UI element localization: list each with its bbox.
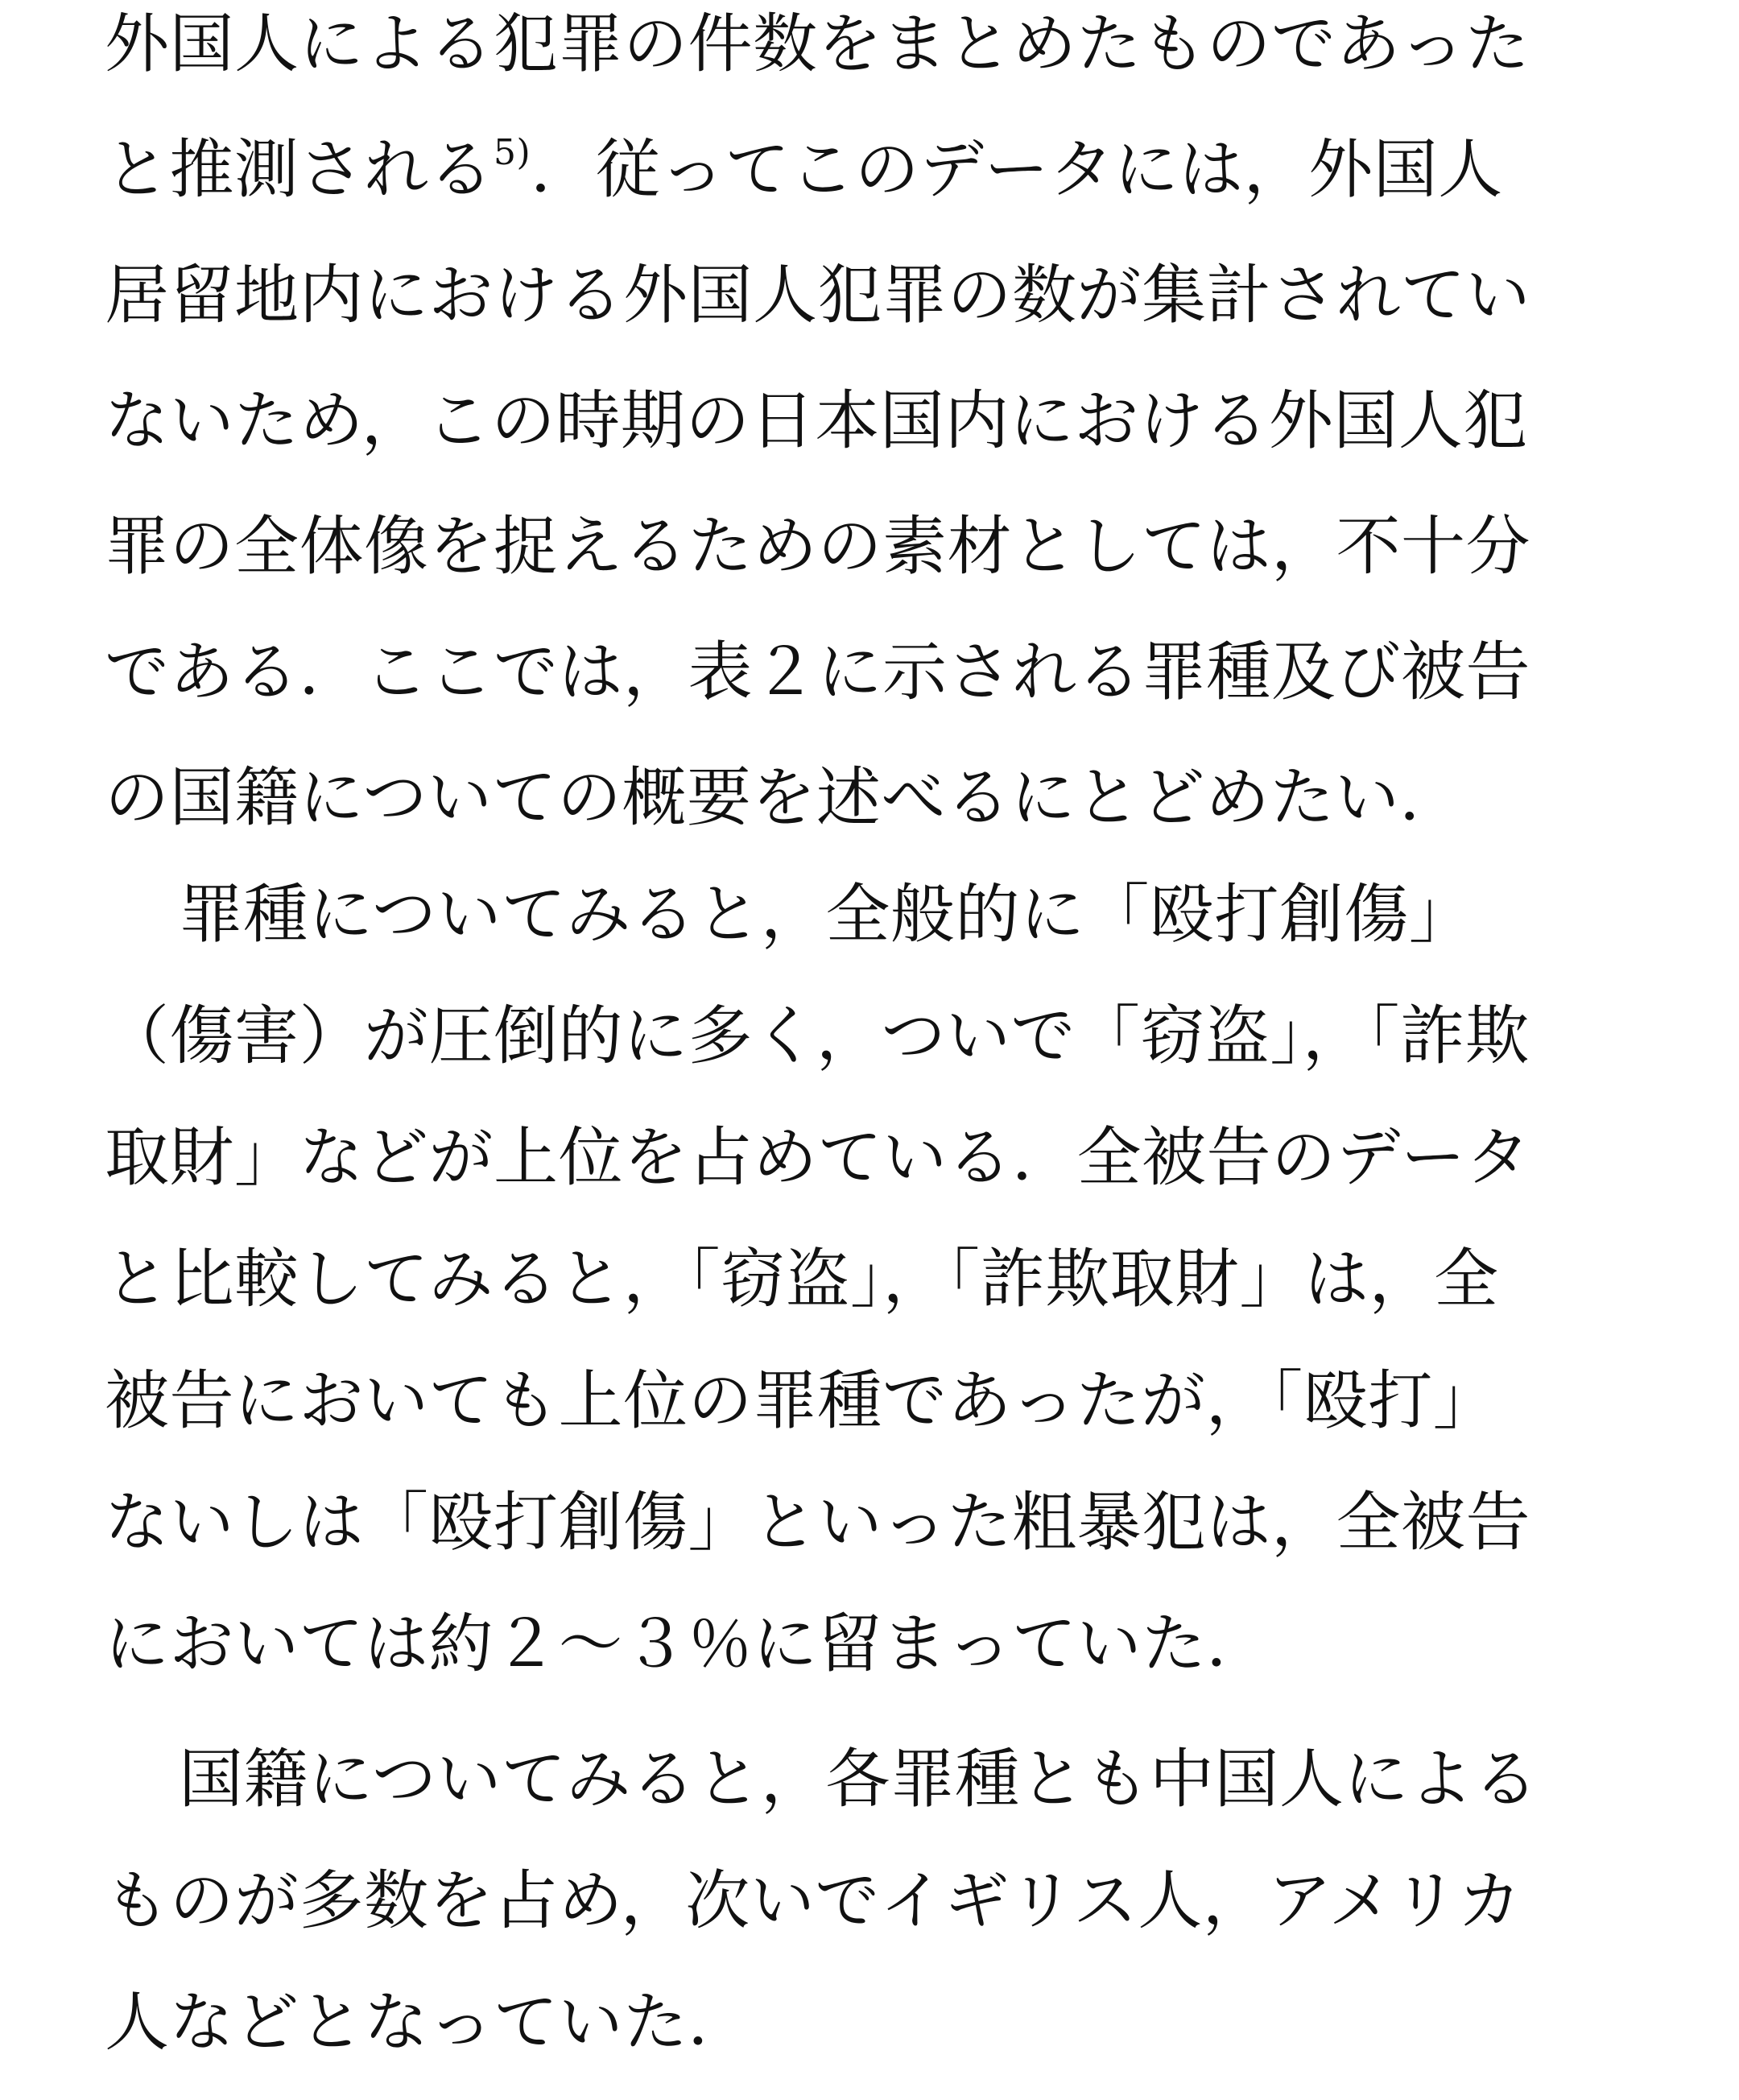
line-text: である．ここでは，表２に示される罪種及び被告 xyxy=(105,635,1530,709)
line-text: 取財」などが上位を占めている．全被告のデータ xyxy=(105,1120,1530,1195)
text-line xyxy=(105,976,1530,1097)
line-text: においては約２～３％に留まっていた． xyxy=(105,1606,1271,1681)
text-line xyxy=(105,1219,1499,1340)
line-text: 居留地内における外国人犯罪の数が集計されてい xyxy=(105,258,1530,333)
line-text: と比較してみると，「窃盗」，「詐欺取財」は，全 xyxy=(105,1242,1499,1317)
line-text: と推測される xyxy=(105,132,494,207)
text-line xyxy=(105,486,1530,607)
line-text: 国籍についてみると，各罪種とも中国人による xyxy=(179,1742,1539,1817)
line-text: 罪の全体像を捉えるための素材としては，不十分 xyxy=(105,509,1530,584)
text-line xyxy=(105,110,1503,230)
footnote-marker: 5) xyxy=(494,132,531,173)
line-text: 被告においても上位の罪種であったが，「殴打」 xyxy=(105,1363,1498,1438)
line-text: 外国人による犯罪の件数をまとめたものであった xyxy=(105,6,1530,81)
line-text: 人などとなっていた． xyxy=(105,1985,753,2060)
line-text: 罪種についてみると，全般的に「殴打創傷」 xyxy=(179,877,1474,952)
line-text: の国籍についての概要を述べるにとどめたい． xyxy=(105,760,1464,835)
text-line xyxy=(105,1719,1539,1840)
line-text: ものが多数を占め，次いでイギリス人，アメリカ xyxy=(105,1863,1522,1938)
text-line xyxy=(105,0,1530,105)
text-line xyxy=(105,854,1473,975)
line-text: ないため，この時期の日本国内における外国人犯 xyxy=(105,383,1528,458)
line-text: （傷害）が圧倒的に多く，ついで「窃盗」，「詐欺 xyxy=(105,998,1530,1073)
text-line xyxy=(105,1098,1530,1218)
line-text: ないしは「殴打創傷」といった粗暴犯は，全被告 xyxy=(105,1485,1530,1560)
text-line xyxy=(105,612,1530,733)
line-text: ．従ってこのデータには，外国人 xyxy=(531,132,1503,207)
text-line xyxy=(105,1841,1522,1962)
text-line xyxy=(105,1962,753,2083)
text-line xyxy=(105,361,1528,482)
text-line xyxy=(105,1462,1530,1583)
text-line xyxy=(105,738,1464,858)
text-line xyxy=(105,1584,1271,1705)
text-line xyxy=(105,235,1530,356)
text-line xyxy=(105,1341,1497,1461)
